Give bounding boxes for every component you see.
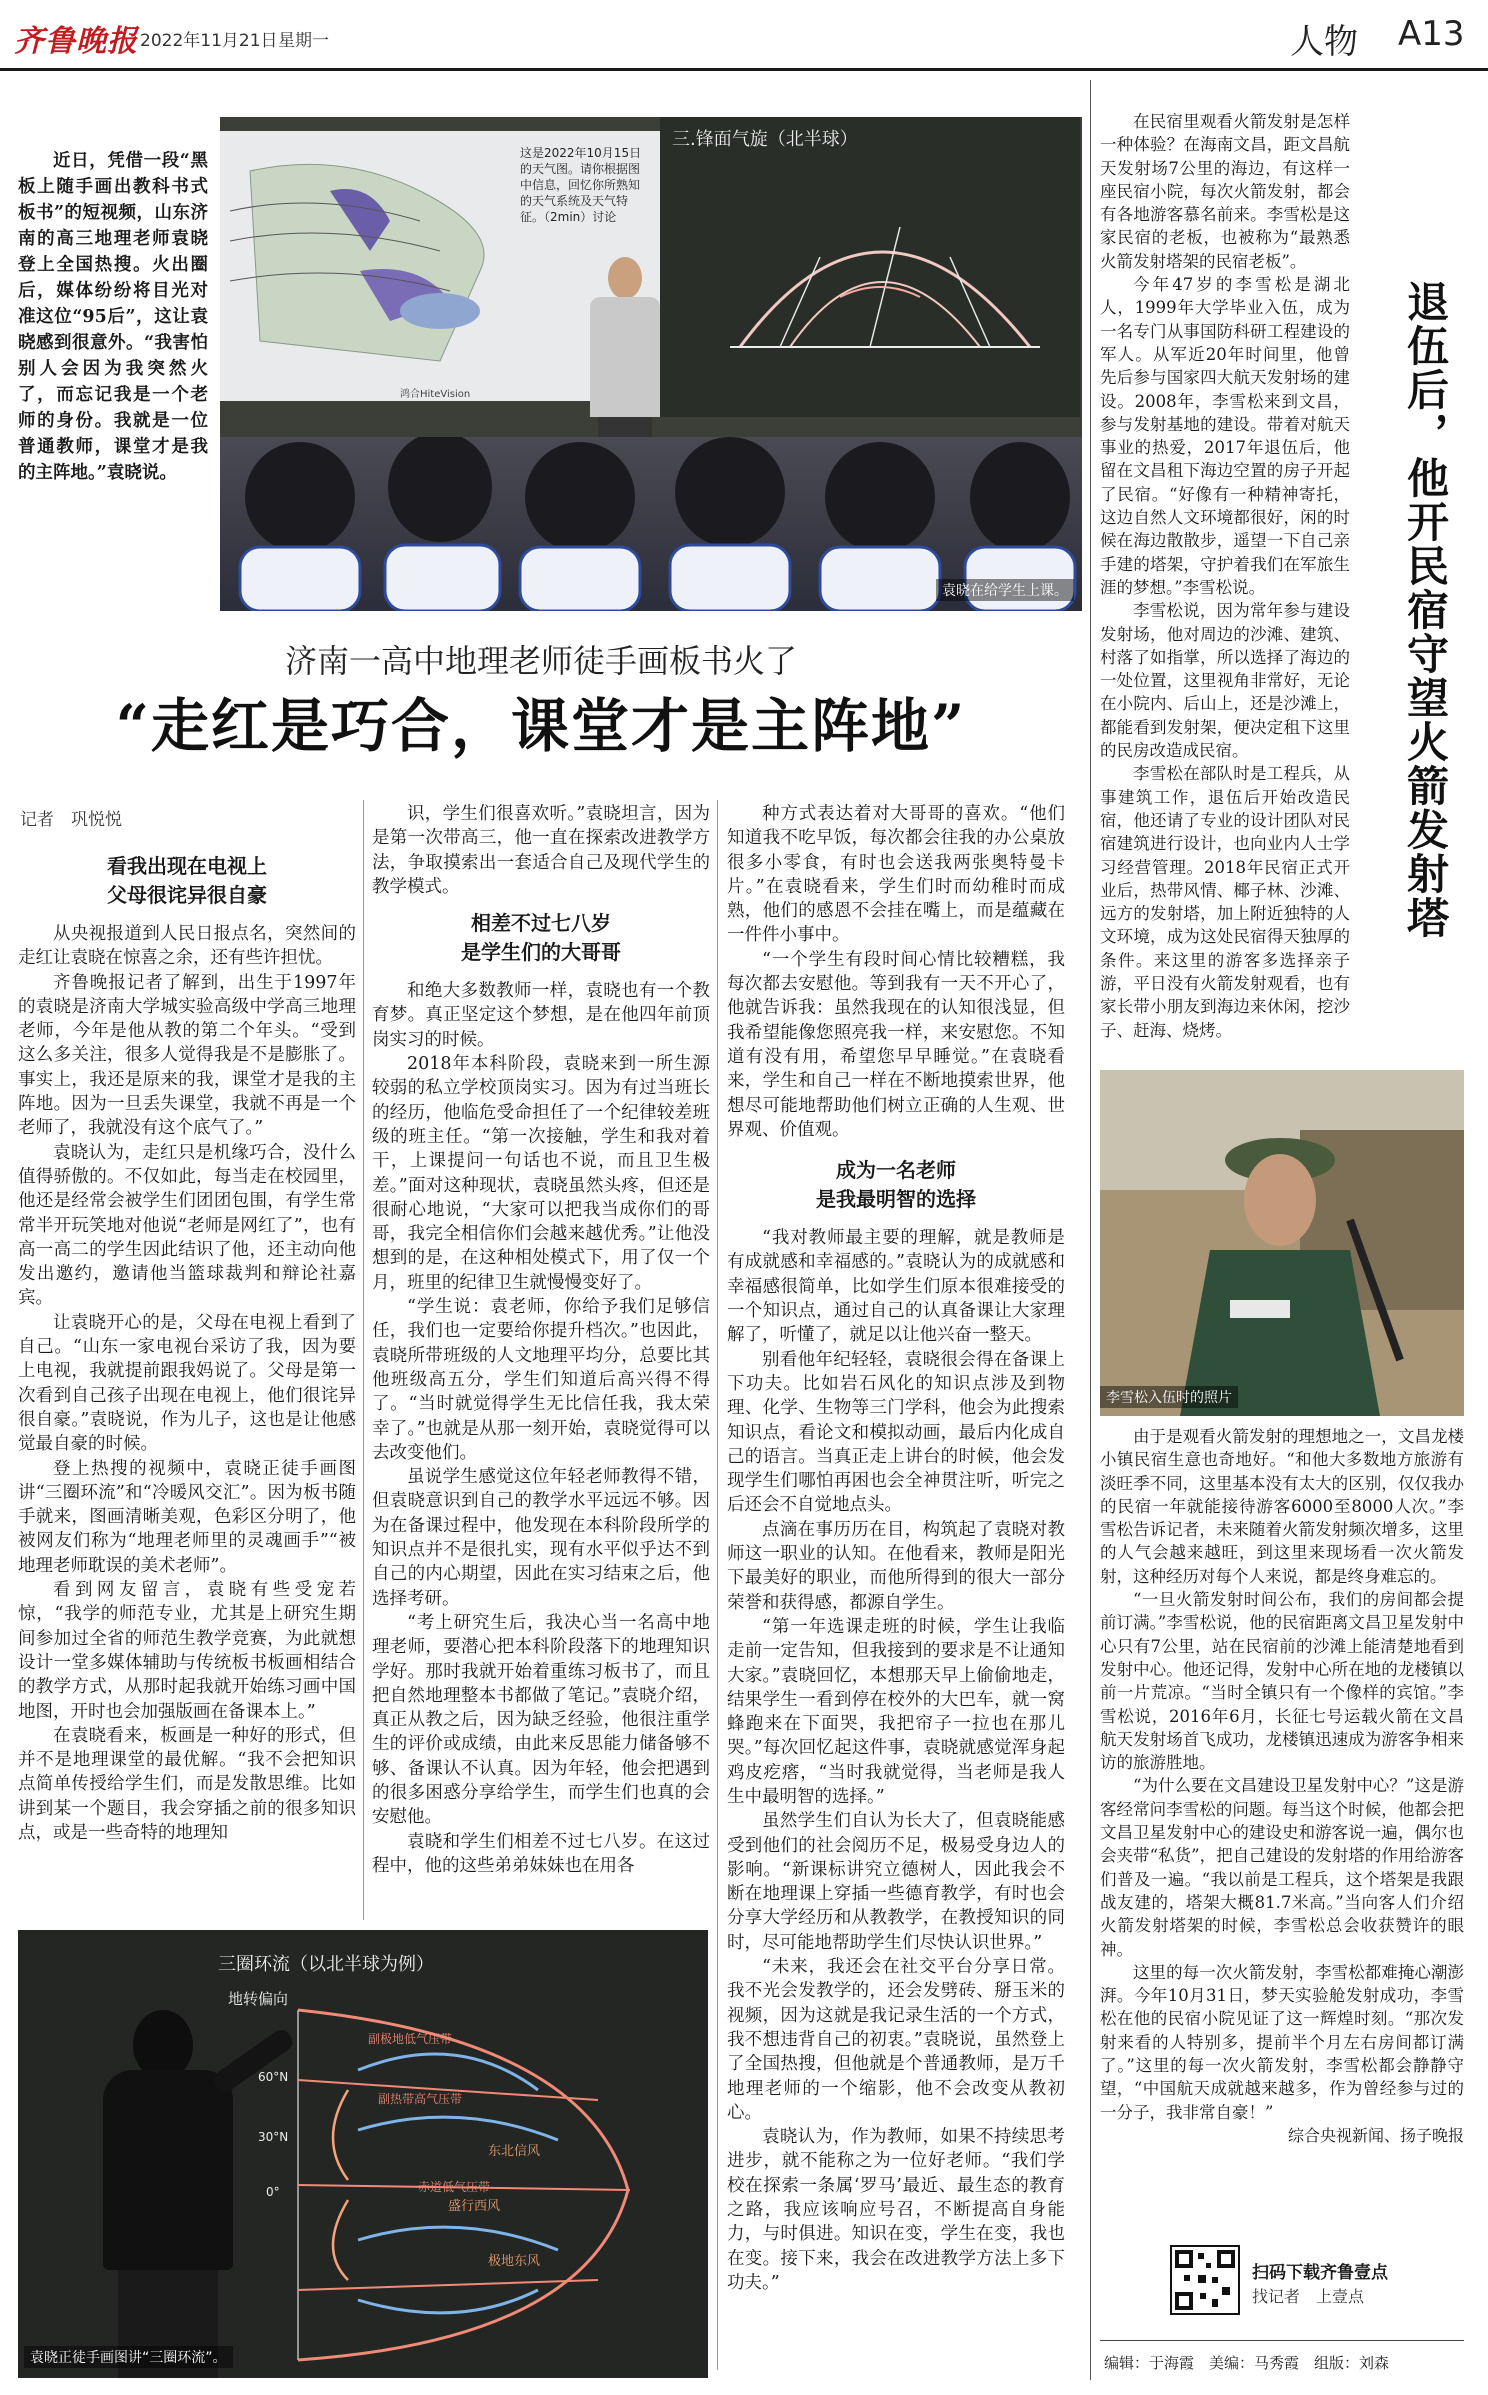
soldier-portrait — [1100, 1070, 1464, 1416]
board-label: 极地东风 — [488, 2254, 541, 2269]
sidebar-headline: 退伍后，他开民宿守望火箭发射塔 — [1401, 280, 1450, 940]
headline-main: “走红是巧合，课堂才是主阵地” — [115, 692, 967, 760]
board-label: 0° — [266, 2185, 280, 2199]
footer-rule — [1100, 2340, 1464, 2341]
bottom-photo — [18, 1930, 708, 2378]
subheading-1: 看我出现在电视上 父母很诧异很自豪 — [107, 854, 267, 907]
board-label: 盛行西风 — [448, 2199, 501, 2214]
slide-text: 这是2022年10月15日的天气图。请你根据图中信息，回忆你所熟知的天气系统及天气特征。（2min）讨论 — [520, 146, 642, 224]
sidebar-divider — [1090, 80, 1091, 2380]
editor-credits: 编辑：于海霞 美编：马秀霞 组版：刘森 — [1104, 2354, 1390, 2372]
top-photo — [220, 117, 1082, 611]
qr-prompt: 扫码下载齐鲁壹点 — [1252, 2263, 1388, 2283]
page-number: A13 — [1398, 14, 1465, 54]
qr-subprompt: 找记者 上壹点 — [1252, 2287, 1365, 2306]
top-photo-caption: 袁晓在给学生上课。 — [936, 579, 1074, 601]
soldier-photo-caption: 李雪松入伍时的照片 — [1100, 1386, 1238, 1408]
board-label: 赤道低气压带 — [418, 2180, 491, 2194]
column-divider — [717, 800, 718, 2370]
source-credit: 综合央视新闻、扬子晚报 — [1287, 2125, 1464, 2145]
whiteboard-brand: 鸿合HiteVision — [400, 389, 471, 400]
byline: 记者 巩悦悦 — [20, 810, 122, 830]
header-rule — [0, 68, 1488, 71]
issue-weekday: 星期一 — [278, 31, 329, 51]
cyclone-diagram — [700, 147, 1060, 397]
board-label: 副极地低气压带 — [368, 2032, 453, 2046]
issue-date: 2022年11月21日 — [140, 31, 278, 51]
board-label: 30°N — [258, 2130, 289, 2144]
board-label: 60°N — [258, 2070, 289, 2084]
teacher-back-figure — [88, 1970, 258, 2378]
board-label: 副热带高气压带 — [378, 2092, 463, 2106]
sidebar-intro: 在民宿里观看火箭发射是怎样一种体验？在海南文昌，距文昌航天发射场7公里的海边，有这样一座民宿小院，每次火箭发射，都会有各地游客慕名前来。李雪松是这家民宿的老板，也被称为“最熟悉火箭发射塔架的民宿老板”。 今年47岁的李雪松是湖北人，1999年大学毕业入伍，成为一名专门从事国防科研工程建设的军人。从军近20年时间里，他曾先后参与国家四大航天发射场的建设。2008年，李雪松来到文昌，参与发射基地的建设。带着对航天事业的热爱，2017年退伍后，他留在文昌租下海边空置的房子开起了民宿。“好像有一种精神寄托，这边自然人文环境都很好，闲的时候在海边散散步，遥望一下自己亲手建的塔架，守护着我们在军旅生涯的梦想。”李雪松说。 李雪松说，因为常年参与建设发射场，他对周边的沙滩、建筑、村落了如指掌，所以选择了海边的一处位置，这里视角非常好，无论在小院内、后山上，还是沙滩上，都能看到发射架，便决定租下这里的民房改造成民宿。 李雪松在部队时是工程兵，从事建筑工作，退伍后开始改造民宿，他还请了专业的设计团队对民宿建筑进行设计，也向业内人士学习经营管理。2018年民宿正式开业后，热带风情、椰子林、沙滩、远方的发射塔，加上附近独特的人文环境，成为这处民宿得天独厚的条件。来这里的游客多选择亲子游，平日没有火箭发射观看，也有家长带小朋友到海边来休闲，挖沙子、赶海、烧烤。 — [1100, 112, 1350, 1040]
bottom-photo-caption: 袁晓正徒手画图讲“三圈环流”。 — [24, 2346, 233, 2368]
column-divider — [363, 800, 364, 1920]
soldier-photo — [1100, 1070, 1464, 1416]
qr-code[interactable] — [1170, 2245, 1240, 2315]
board-label: 东北信风 — [488, 2144, 541, 2159]
subheading-2: 相差不过七八岁 是学生们的大哥哥 — [461, 911, 621, 965]
board-label: 地转偏向 — [228, 1990, 289, 2008]
article-column-1: 看我出现在电视上 父母很诧异很自豪 从央视报道到人民日报点名，突然间的走红让袁晓在惊喜之余，还有些许担忧。 齐鲁晚报记者了解到，出生于1997年的袁晓是济南大学城实验高级中学高三地理老师，今年是他从教的第二个年头。“受到这么多关注，很多人觉得我是不是膨胀了。事实上，我还是原来的我，课堂才是我的主阵地。因为一旦丢失课堂，我就不再是一个老师了，我就没有这个底气了。” 袁晓认为，走红只是机缘巧合，没什么值得骄傲的。不仅如此，每当走在校园里，他还是经常会被学生们团团包围，有学生常常半开玩笑地对他说“老师是网红了”，也有高一高二的学生因此结识了他，还主动向他发出邀约，邀请他当篮球裁判和辩论社嘉宾。 让袁晓开心的是，父母在电视上看到了自己。“山东一家电视台采访了我，因为要上电视，我就提前跟我妈说了。父母是第一次看到自己孩子出现在电视上，他们很诧异很自豪。”袁晓说，作为儿子，这也是让他感觉最自豪的时候。 登上热搜的视频中，袁晓正徒手画图讲“三圈环流”和“冷暖风交汇”。因为板书随手就来，图画清晰美观，色彩区分明了，他被网友们称为“地理老师里的灵魂画手”“被地理老师耽误的美术老师”。 看到网友留言，袁晓有些受宠若惊，“我学的师范专业，尤其是上研究生期间参加过全省的师范生教学竞赛，为此就想设计一堂多媒体辅助与传统板书板画相结合的教学方式，从那时起我就开始练习画中国地图，开时也会加强版画在备课本上。” 在袁晓看来，板画是一种好的形式，但并不是地理课堂的最优解。“我不会把知识点简单传授给学生们，而是发散思维。比如讲到某一个题目，我会穿插之前的很多知识点，或是一些奇特的地理知 — [18, 854, 356, 1843]
article-column-2: 识，学生们很喜欢听。”袁晓坦言，因为是第一次带高三，他一直在探索改进教学方法，争取摸索出一套适合自己及现代学生的教学模式。 相差不过七八岁 是学生们的大哥哥 和绝大多数教师一样，袁晓也有一个教育梦。真正坚定这个梦想，是在他四年前顶岗实习的时候。 2018年本科阶段，袁晓来到一所生源较弱的私立学校顶岗实习。因为有过当班长的经历，他临危受命担任了一个纪律较差班级的班主任。“第一次接触，学生和我对着干，上课提问一句话也不说，而且卫生极差。”面对这种现状，袁晓虽然头疼，但还是很耐心地说，“大家可以把我当成你们的哥哥，我完全相信你们会越来越优秀。”让他没想到的是，在这种相处模式下，用了仅一个月，班里的纪律卫生就慢慢变好了。 “学生说：袁老师，你给予我们足够信任，我们也一定要给你提升档次。”也因此，袁晓所带班级的人文地理平均分，总要比其他班级高五分，学生们知道后高兴得不得了。“当时就觉得学生无比信任我，我太荣幸了。”也就是从那一刻开始，袁晓觉得可以去改变他们。 虽说学生感觉这位年轻老师教得不错，但袁晓意识到自己的教学水平远远不够。因为在备课过程中，他发现在本科阶段所学的知识点并不是很扎实，现有水平似乎达不到自己的内心期望，因此在实习结束之后，他选择考研。 “考上研究生后，我决心当一名高中地理老师，要潜心把本科阶段落下的地理知识学好。那时我就开始着重练习板书了，而且把自然地理整本书都做了笔记。”袁晓介绍，真正从教之后，因为缺乏经验，他很注重学生的评价或成绩，由此来反思能力储备够不够、备课认不认真。因为年轻，他会把遇到的很多困惑分享给学生，而学生们也真的会安慰他。 袁晓和学生们相差不过七八岁。在这过程中，他的这些弟弟妹妹也在用各 — [372, 804, 710, 1876]
sidebar-body: 由于是观看火箭发射的理想地之一，文昌龙楼小镇民宿生意也奇地好。“和他大多数地方旅游有淡旺季不同，这里基本没有太大的区别，仅仅我办的民宿一年就能接待游客6000至8000人次。”李雪松告诉记者，未来随着火箭发射频次增多，这里的人气会越来越旺，到这里来现场看一次火箭发射，这种经历对每个人来说，都是终身难忘的。 “一旦火箭发射时间公布，我们的房间都会提前订满。”李雪松说，他的民宿距离文昌卫星发射中心只有7公里，站在民宿前的沙滩上能清楚地看到发射中心。他还记得，发射中心所在地的龙楼镇以前一片荒凉。“当时全镇只有一个像样的宾馆。”李雪松说，2016年6月，长征七号运载火箭在文昌航天发射场首飞成功，龙楼镇迅速成为游客争相来访的旅游胜地。 “为什么要在文昌建设卫星发射中心？”这是游客经常问李雪松的问题。每当这个时候，他都会把文昌卫星发射中心的建设史和游客说一遍，偶尔也会夹带“私货”，把自己建设的发射塔的作用给游客们普及一遍。“我以前是工程兵，这个塔架是我跟战友建的，塔架大概81.7米高。”当向客人们介绍火箭发射塔架的时候，李雪松总会收获赞许的眼神。 这里的每一次火箭发射，李雪松都难掩心潮澎湃。今年10月31日，梦天实验舱发射成功，李雪松在他的民宿小院见证了这一辉煌时刻。“那次发射来看的人特别多，提前半个月左右房间都订满了。”这里的每一次火箭发射，李雪松都会静静守望，“中国航天成就越来越多，作为曾经参与过的一分子，我非常自豪！” 综合央视新闻、扬子晚报 — [1100, 1425, 1464, 2225]
section-name: 人物 — [1290, 22, 1358, 62]
subheading-3: 成为一名老师 是我最明智的选择 — [816, 1158, 976, 1212]
lead-paragraph: 近日，凭借一段“黑板上随手画出教科书式板书”的短视频，山东济南的高三地理老师袁晓登上全国热搜。火出圈后，媒体纷纷将目光对准这位“95后”，这让袁晓感到很意外。“我害怕别人会因为我突然火了，而忘记我是一个老师的身份。我就是一位普通教师，课堂才是我的主阵地。”袁晓说。 — [18, 151, 208, 483]
headline-kicker: 济南一高中地理老师徒手画板书火了 — [284, 642, 797, 680]
article-column-3: 种方式表达着对大哥哥的喜欢。“他们知道我不吃早饭，每次都会往我的办公桌放很多小零食，有时也会送我两张奥特曼卡片。”在袁晓看来，学生们时而幼稚时而成熟，他们的感恩不会挂在嘴上，而是蕴藏在一件件小事中。 “一个学生有段时间心情比较糟糕，我每次都去安慰他。等到我有一天不开心了，他就告诉我：虽然我现在的认知很浅显，但我希望能像您照亮我一样，来安慰您。不知道有没有用，希望您早早睡觉。”在袁晓看来，学生和自己一样在不断地摸索世界，他想尽可能地帮助他们树立正确的人生观、世界观、价值观。 成为一名老师 是我最明智的选择 “我对教师最主要的理解，就是教师是有成就感和幸福感的。”袁晓认为的成就感和幸福感很简单，比如学生们原本很难接受的一个知识点，通过自己的认真备课让大家理解了，听懂了，就足以让他兴奋一整天。 别看他年纪轻轻，袁晓很会得在备课上下功夫。比如岩石风化的知识点涉及到物理、化学、生物等三门学科，他会为此搜索知识点，看论文和模拟动画，最后内化成自己的语言。当真正走上讲台的时候，他会发现学生们哪怕再困也会全神贯注听，听完之后还会不自觉地点头。 点滴在事历历在目，构筑起了袁晓对教师这一职业的认知。在他看来，教师是阳光下最美好的职业，而他所得到的很大一部分荣誉和获得感，都源自学生。 “第一年选课走班的时候，学生让我临走前一定告知，但我接到的要求是不让通知大家。”袁晓回忆，本想那天早上偷偷地走，结果学生一看到停在校外的大巴车，就一窝蜂跑来在下面哭，我把帘子一拉也在那儿哭。”每次回忆起这件事，袁晓就感觉浑身起鸡皮疙瘩，“当时我就觉得，当老师是我人生中最明智的选择。” 虽然学生们自认为长大了，但袁晓能感受到他们的社会阅历不足，极易受身边人的影响。“新课标讲究立德树人，因此我会不断在地理课上穿插一些德育教学，有时也会分享大学经历和从教教学，在教授知识的同时，尽可能地帮助学生们尽快认识世界。” “未来，我还会在社交平台分享日常。我不光会发教学的，还会发劈砖、掰玉米的视频，因为这就是我记录生活的一个方式，我不想违背自己的初衷。”袁晓说，虽然登上了全国热搜，但他就是个普通教师，是万千地理老师的一个缩影，他不会改变从教初心。 袁晓认为，作为教师，如果不持续思考进步，就不能称之为一位好老师。“我们学校在探索一条属‘罗马’最近、最生态的教育之路，我应该响应号召，不断提高自身能力，与时俱进。知识在变，学生在变，我也在变。接下来，我会在改进教学方法上多下功夫。” — [727, 804, 1065, 2293]
bottom-board-title: 三圈环流（以北半球为例） — [218, 1954, 434, 1975]
masthead-logo: 齐鲁晚报 — [14, 24, 138, 59]
board-title: 三.锋面气旋（北半球） — [672, 129, 858, 150]
